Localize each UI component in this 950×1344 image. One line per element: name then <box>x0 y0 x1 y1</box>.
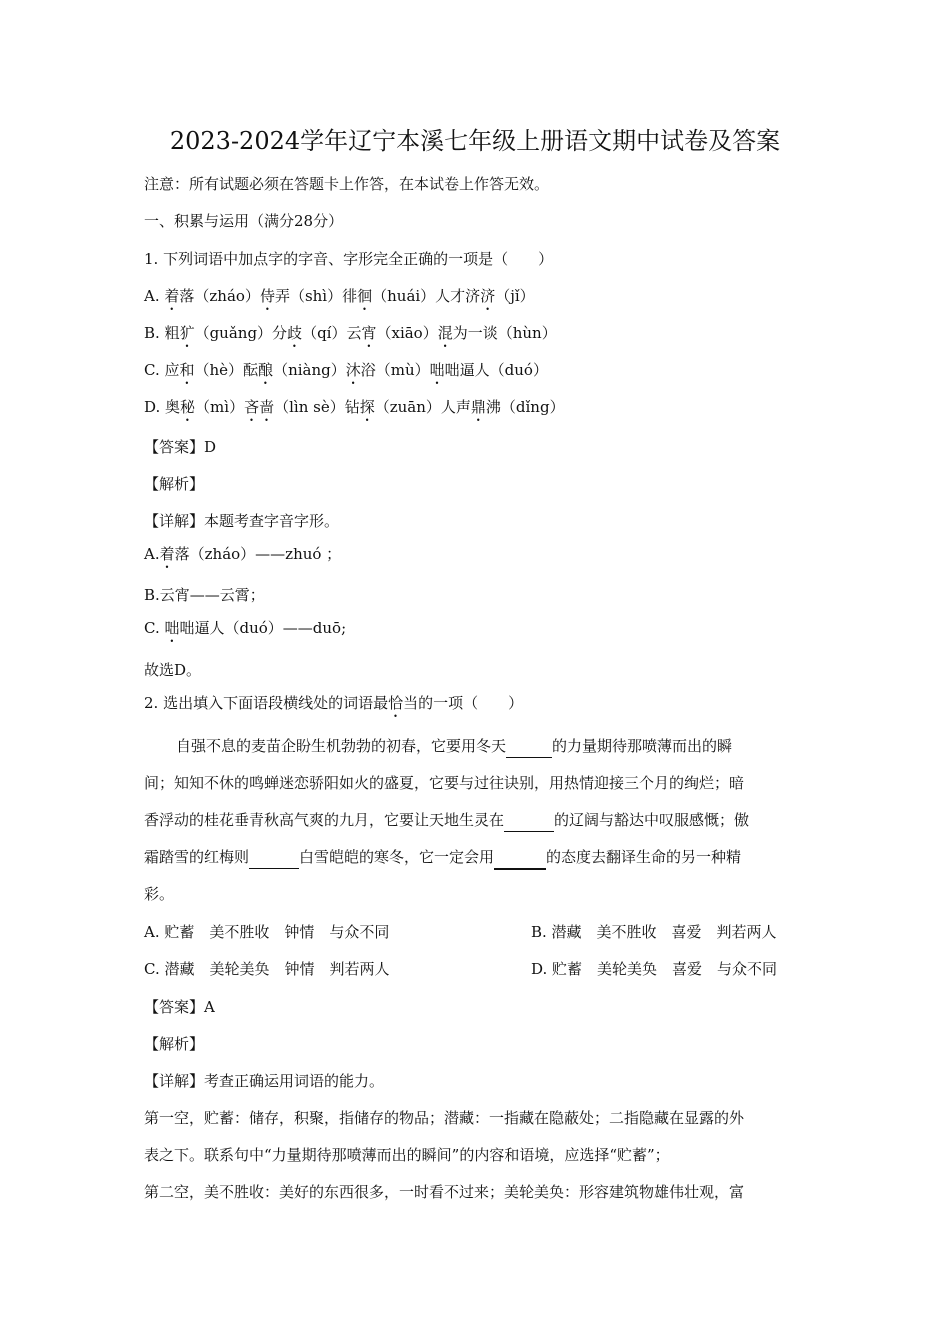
q2-answer: 【答案】A <box>144 998 215 1016</box>
blank-2 <box>504 809 554 832</box>
q1-detail: 【详解】本题考查字音字形。 <box>144 512 340 530</box>
q2-passage-line-1: 自强不息的麦苗企盼生机勃勃的初春，它要用冬天 的力量期待那喷薄而出的瞬 <box>176 735 841 758</box>
q2-option-d: D. 贮蓄 美轮美奂 喜爱 与众不同 <box>531 960 778 978</box>
q1-option-d: D. 奥秘（mì）吝啬（lìn sè）钻探（zuān）人声鼎沸（dǐng） <box>144 398 565 416</box>
q2-passage-line-2: 间；知知不休的鸣蝉迷恋骄阳如火的盛夏，它要与过往诀别，用热情迎接三个月的绚烂；暗 <box>144 774 745 792</box>
q1-option-c: C. 应和（hè）酝酿（niàng）沐浴（mù）咄咄逼人（duó） <box>144 361 548 379</box>
q2-stem: 2. 选出填入下面语段横线处的词语最恰当的一项（ ） <box>144 694 524 712</box>
section-heading: 一、积累与运用（满分28分） <box>144 212 344 230</box>
q2-detail: 【详解】考查正确运用词语的能力。 <box>144 1072 385 1090</box>
q2-passage-line-4: 霜踏雪的红梅则 白雪皑皑的寒冬，它一定会用 的态度去翻译生命的另一种精 <box>144 846 809 870</box>
q2-explanation-3: 第二空，美不胜收：美好的东西很多，一时看不过来；美轮美奂：形容建筑物雄伟壮观，富 <box>144 1183 745 1201</box>
q2-explanation-2: 表之下。联系句中“力量期待那喷薄而出的瞬间”的内容和语境，应选择“贮蓄”； <box>144 1146 670 1164</box>
q1-analysis-label: 【解析】 <box>144 475 205 493</box>
page-title: 2023-2024学年辽宁本溪七年级上册语文期中试卷及答案 <box>169 127 781 155</box>
notice-text: 注意：所有试题必须在答题卡上作答，在本试卷上作答无效。 <box>144 175 550 193</box>
blank-4 <box>494 846 546 870</box>
blank-1 <box>506 735 552 758</box>
q2-explanation-1: 第一空，贮蓄：储存，积聚，指储存的物品；潜藏：一指藏在隐蔽处；二指隐藏在显露的外 <box>144 1109 745 1127</box>
q1-answer: 【答案】D <box>144 438 217 456</box>
q2-option-a: A. 贮蓄 美不胜收 钟情 与众不同 <box>144 923 390 941</box>
q2-option-b: B. 潜藏 美不胜收 喜爱 判若两人 <box>531 923 777 941</box>
blank-3 <box>249 846 299 869</box>
q1-detail-c: C. 咄咄逼人（duó）——duō; <box>144 619 347 637</box>
q2-passage-line-5: 彩。 <box>144 885 175 903</box>
q1-option-a: A. 着落（zháo）侍弄（shì）徘徊（huái）人才济济（jǐ） <box>144 287 535 305</box>
q1-detail-b: B.云宵——云霄； <box>144 586 265 604</box>
q1-conclusion: 故选D。 <box>144 661 202 679</box>
q1-stem: 1. 下列词语中加点字的字音、字形完全正确的一项是（ ） <box>144 250 554 268</box>
q1-detail-a: A.着落（zháo）——zhuó ； <box>144 545 342 563</box>
q2-passage-line-3: 香浮动的桂花垂青秋高气爽的九月，它要让天地生灵在 的辽阔与豁达中叹服感慨；傲 <box>144 809 809 832</box>
q1-option-b: B. 粗犷（guǎng）分歧（qí）云宵（xiāo）混为一谈（hùn） <box>144 324 557 342</box>
q2-analysis-label: 【解析】 <box>144 1035 205 1053</box>
q2-option-c: C. 潜藏 美轮美奂 钟情 判若两人 <box>144 960 390 978</box>
